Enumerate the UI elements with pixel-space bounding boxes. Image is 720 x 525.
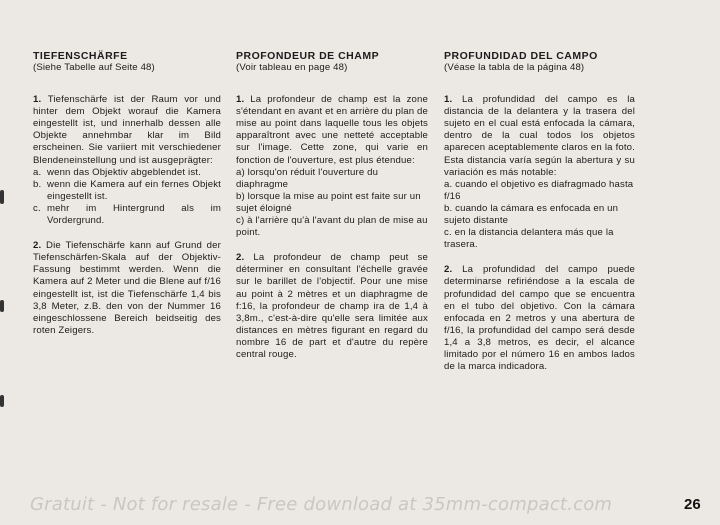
- paragraph-text: La profondeur de champ peut se déterminer en consultant l'échelle gravée sur le barillet de l'objectif. Pour une mise au point à 2 mètres et un diaphragme de f:16, la profondeur de champ ira de 1,4 à 3,8m., c'est-à-dire qu'elle sera limitée aux distances en mètres figurant en regard du nombre 16 de part et d'autre du repère central rouge.: [236, 252, 428, 360]
- page-number: 26: [684, 496, 701, 513]
- column-spanish: [444, 50, 635, 373]
- list-item: [444, 227, 635, 251]
- paragraph-number: 1.: [444, 94, 453, 106]
- paragraph-2: [236, 252, 428, 361]
- list-item-text: mehr im Hintergrund als im Vordergrund.: [47, 202, 221, 227]
- section-title: PROFUNDIDAD DEL CAMPO: [444, 50, 598, 62]
- section-title: PROFONDEUR DE CHAMP: [236, 50, 380, 62]
- list-item: [33, 203, 221, 227]
- list-item: [444, 203, 635, 227]
- paragraph-1: [33, 94, 221, 167]
- column-french: [236, 50, 428, 361]
- paragraph-2: [444, 264, 635, 373]
- list-item-label: a.: [444, 178, 453, 190]
- section-subtitle: (Véase la tabla de la página 48): [444, 62, 585, 73]
- page-edge-mark: [0, 300, 4, 312]
- paragraph-text: Tiefenschärfe ist der Raum vor und hinter dem Objekt worauf die Kamera eingestellt ist, und innerhalb dessen alle Objekte annehmbar klar im Bild erscheinen. Sie variiert mit verschiedener Blendeneinstellung und ist ausgeprägter:: [33, 94, 221, 166]
- list-item-label: a): [236, 166, 245, 178]
- list-item: [236, 215, 428, 239]
- list-item-text: en la distancia delantera más que la trasera.: [444, 227, 614, 251]
- list-item-label: b): [236, 190, 245, 202]
- section-subtitle: (Voir tableau en page 48): [236, 62, 348, 73]
- list-item-text: wenn das Objektiv abgeblendet ist.: [47, 166, 201, 178]
- list-item-text: lorsqu'on réduit l'ouverture du diaphragme: [236, 166, 379, 190]
- paragraph-2: [33, 240, 221, 337]
- list-item: [236, 167, 428, 191]
- paragraph-text: La profundidad del campo puede determinarse refiriéndose a la escala de profundidad del campo que se encuentra en el tubo del objetivo. Con la cámara enfocada en 2 metros y una abertura de f/16, la profundidad del campo será desde 1,4 a 3,8 metros, es decir, el alcance limitado por el número 16 en ambos lados de la marca indicadora.: [444, 264, 635, 373]
- paragraph-number: 2.: [236, 252, 245, 264]
- paragraph-number: 2.: [33, 240, 42, 252]
- paragraph-number: 1.: [33, 94, 42, 106]
- list-item-label: c): [236, 215, 245, 227]
- list-item-label: b.: [444, 202, 453, 214]
- column-german: [33, 50, 221, 337]
- page-edge-mark: [0, 395, 4, 407]
- list-item-text: lorsque la mise au point est faite sur un sujet éloigné: [236, 190, 421, 214]
- section-title: TIEFENSCHÄRFE: [33, 50, 128, 62]
- paragraph-text: La profundidad del campo es la distancia de la delantera y la trasera del sujeto en el cual está enfocada la cámara, dentro de la cual todos los objetos aparecen aceptablemente claros en la foto. Esta distancia varía según la abertura y su variación es más notable:: [444, 94, 635, 178]
- section-subtitle: (Siehe Tabelle auf Seite 48): [33, 62, 155, 73]
- paragraph-1: [236, 94, 428, 167]
- paragraph-1: [444, 94, 635, 179]
- list-item-text: wenn die Kamera auf ein fernes Objekt eingestellt ist.: [47, 178, 221, 202]
- page-edge-mark: [0, 190, 4, 204]
- list-item-text: cuando el objetivo es diafragmado hasta f/16: [444, 178, 634, 202]
- list-item-label: a.: [33, 166, 42, 178]
- watermark-footer: Gratuit - Not for resale - Free download at 35mm-compact.com: [30, 494, 613, 515]
- paragraph-number: 1.: [236, 94, 245, 106]
- list-item-label: b.: [33, 178, 42, 190]
- list-item-text: à l'arrière qu'à l'avant du plan de mise au point.: [236, 215, 428, 239]
- list-item: [444, 179, 635, 203]
- list-item-label: c.: [444, 227, 452, 239]
- list-item-label: c.: [33, 202, 41, 214]
- paragraph-text: Die Tiefenschärfe kann auf Grund der Tiefenschärfen-Skala auf der Objektiv-Fassung bestimmt werden. Wenn die Kamera auf 2 Meter und die Blene auf f/16 eingestellt ist, ist die Tiefenschärfe 1,4 bis 3,8 Meter, z.B. den von der Nummer 16 eingeschlossene Bereich beidseitig des roten Zeigers.: [33, 240, 221, 336]
- list-item: [33, 167, 221, 179]
- list-item: [33, 179, 221, 203]
- paragraph-text: La profondeur de champ est la zone s'étendant en avant et en arrière du plan de mise au point dans laquelle tous les objets apparaîtront avec une netteté acceptable sur l'image. Cette zone, qui varie en fonction de l'ouverture, est plus étendue:: [236, 94, 428, 166]
- list-item: [236, 191, 428, 215]
- paragraph-number: 2.: [444, 264, 453, 276]
- list-item-text: cuando la cámara es enfocada en un sujeto distante: [444, 202, 619, 227]
